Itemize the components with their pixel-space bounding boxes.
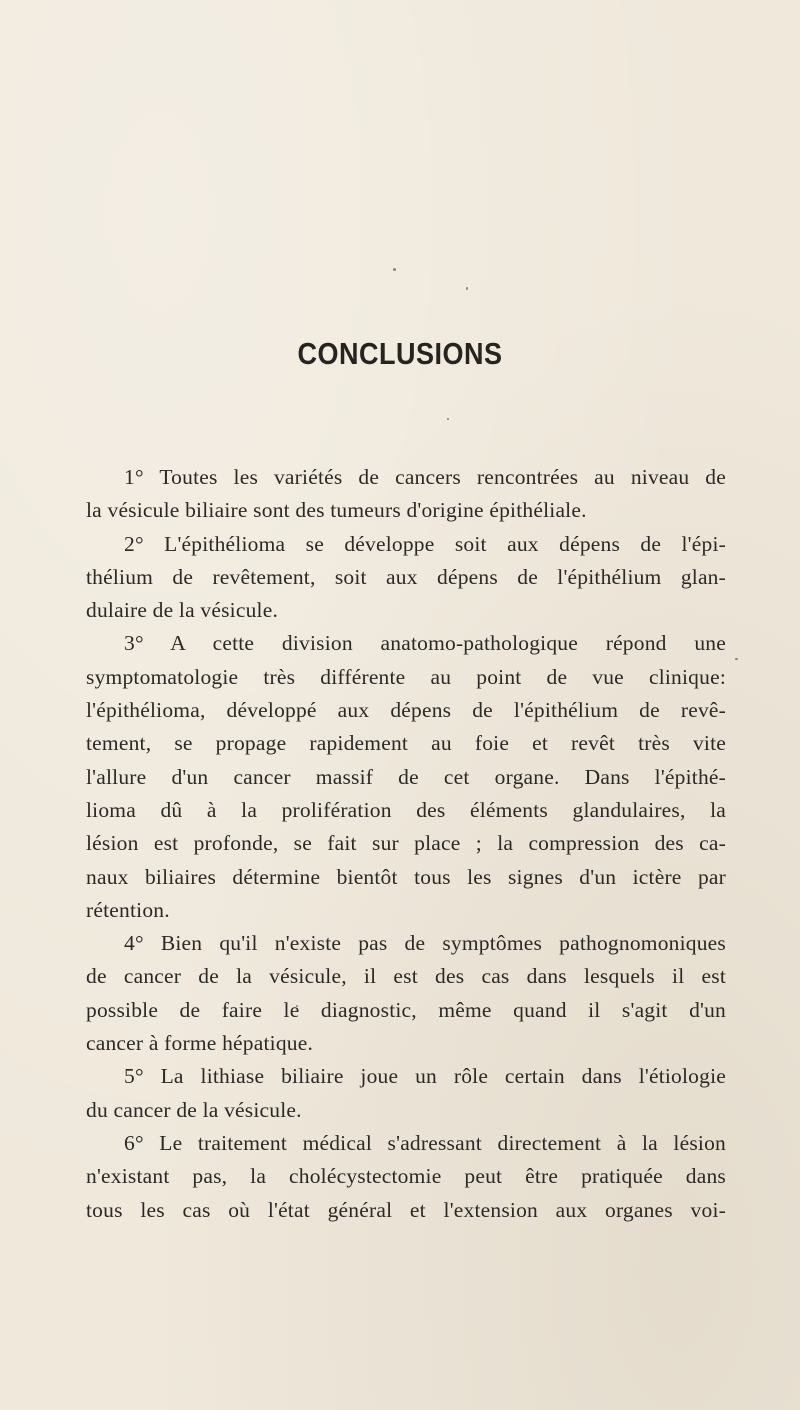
text-line: de cancer de la vésicule, il est des cas dans lesquels il est: [86, 964, 726, 989]
text-line: l'allure d'un cancer massif de cet organe. Dans l'épithé-: [86, 764, 726, 789]
text-line: n'existant pas, la cholécystectomie peut être pratiquée dans: [86, 1164, 726, 1189]
text-line: symptomatologie très différente au point de vue clinique:: [86, 664, 726, 689]
text-line: 5° La lithiase biliaire joue un rôle certain dans l'étiologie: [124, 1064, 726, 1089]
text-line: possible de faire le diagnostic, même quand il s'agit d'un: [86, 997, 726, 1022]
page-title: CONCLUSIONS: [297, 337, 503, 371]
text-line: du cancer de la vésicule.: [86, 1097, 302, 1122]
text-line: 4° Bien qu'il n'existe pas de symptômes pathognomoniques: [124, 931, 726, 956]
text-line: 6° Le traitement médical s'adressant directement à la lésion: [124, 1130, 726, 1155]
text-line: thélium de revêtement, soit aux dépens de l'épithélium glan-: [86, 564, 726, 589]
text-line: naux biliaires détermine bientôt tous les signes d'un ictère par: [86, 864, 726, 889]
text-line: l'épithélioma, développé aux dépens de l'épithélium de revê-: [86, 698, 726, 723]
text-line: tous les cas où l'état général et l'extension aux organes voi-: [86, 1197, 726, 1222]
text-line: lioma dû à la prolifération des éléments glandulaires, la: [86, 797, 726, 822]
text-line: rétention.: [86, 897, 170, 922]
text-line: dulaire de la vésicule.: [86, 598, 279, 623]
text-line: 3° A cette division anatomo-pathologique répond une: [124, 631, 726, 656]
conclusions-body: [86, 461, 726, 1227]
text-line: la vésicule biliaire sont des tumeurs d'origine épithéliale.: [86, 498, 587, 523]
text-line: lésion est profonde, se fait sur place ; la compression des ca-: [86, 831, 726, 856]
text-line: cancer à forme hépatique.: [86, 1031, 314, 1056]
paper-speck: [466, 287, 468, 290]
paper-speck: [735, 658, 738, 660]
text-line: 1° Toutes les variétés de cancers rencontrées au niveau de: [124, 465, 726, 489]
text-line: tement, se propage rapidement au foie et revêt très vite: [86, 731, 726, 756]
paper-speck: [447, 418, 449, 420]
paper-speck: [393, 268, 396, 271]
text-line: 2° L'épithélioma se développe soit aux dépens de l'épi-: [124, 531, 726, 556]
